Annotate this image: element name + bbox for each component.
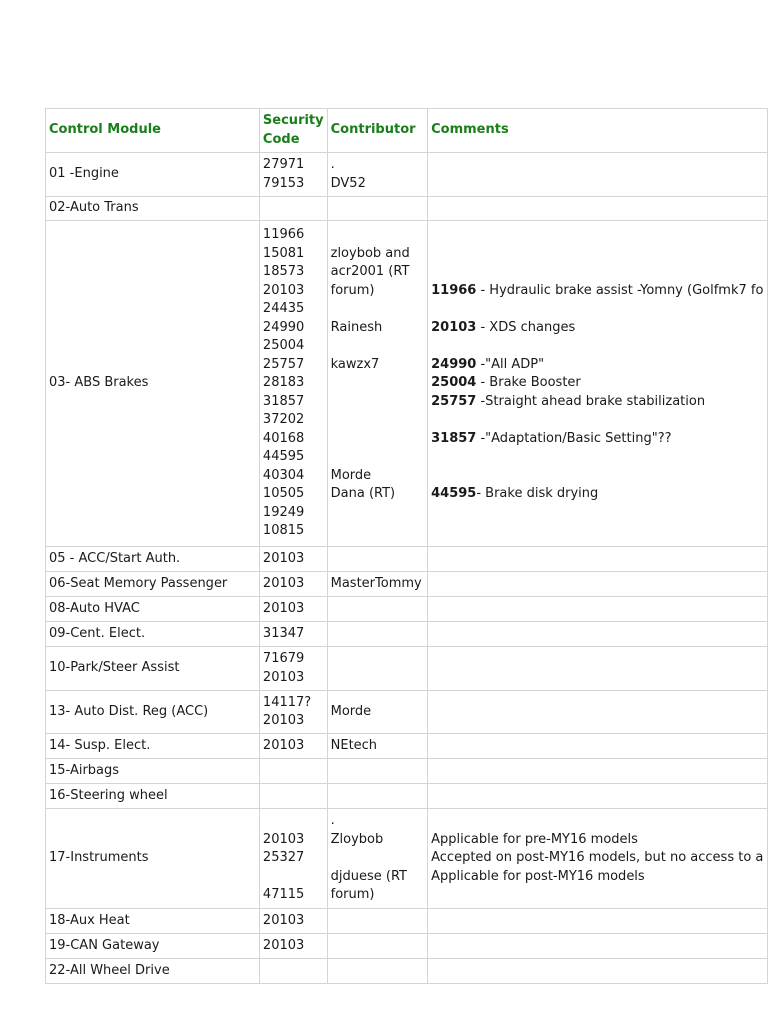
module-cell: 06-Seat Memory Passenger (46, 572, 260, 597)
comment-code: 31857 (431, 430, 477, 446)
contributor-name: Zloybob (330, 831, 384, 847)
security-code: 31857 (262, 393, 305, 409)
comment-line (431, 485, 764, 504)
security-code: 71679 (262, 651, 305, 666)
contributor-name (331, 226, 424, 245)
security-code: 20103 (262, 282, 305, 298)
table-row (46, 597, 768, 622)
contributor-cell (327, 934, 427, 959)
contributor-name: forum) (330, 887, 375, 903)
security-code: 24990 (262, 319, 305, 335)
security-code: 27971 (262, 157, 305, 172)
comment-text: Applicable for post-MY16 models (431, 868, 645, 884)
module-cell: 19-CAN Gateway (46, 934, 260, 959)
contributor-name (331, 374, 424, 393)
security-code-cell (259, 221, 327, 547)
comment-line (431, 263, 764, 282)
comments-cell (428, 153, 768, 197)
module-cell: 22-All Wheel Drive (46, 959, 260, 984)
security-code: 25757 (262, 356, 305, 372)
module-cell: 05 - ACC/Start Auth. (46, 547, 260, 572)
comment-text: -"Adaptation/Basic Setting"?? (476, 430, 672, 446)
security-code: 20103 (262, 831, 305, 847)
comment-line (431, 319, 764, 338)
comments-cell (428, 597, 768, 622)
security-code-cell (259, 784, 327, 809)
comment-line (431, 226, 764, 245)
table-row (46, 759, 768, 784)
contributor-name: DV52 (330, 175, 366, 191)
contributor-name (331, 448, 424, 467)
comment-line (431, 504, 764, 523)
header-security-code (259, 109, 327, 153)
contributor-cell (327, 572, 427, 597)
table-row (46, 153, 768, 197)
contributor-name (331, 504, 424, 523)
table-row (46, 572, 768, 597)
security-code: 20103 (262, 937, 305, 953)
security-code-cell (259, 153, 327, 197)
comment-line (431, 886, 764, 905)
comments-cell (428, 572, 768, 597)
security-code: 10815 (262, 523, 305, 539)
security-code: 20103 (262, 550, 305, 566)
security-code: 20103 (262, 912, 305, 928)
comment-text: Accepted on post-MY16 models, but no access to a (431, 850, 764, 866)
security-code: 18573 (262, 264, 305, 280)
security-code-cell (259, 809, 327, 909)
module-cell: 02-Auto Trans (46, 197, 260, 221)
module-cell: 01 -Engine (46, 153, 260, 197)
security-code-cell (259, 759, 327, 784)
comments-cell (428, 691, 768, 734)
comments-cell (428, 784, 768, 809)
contributor-name: djduese (RT (330, 868, 407, 884)
security-code-cell (259, 934, 327, 959)
header-contributor: Contributor (327, 109, 427, 153)
contributor-cell (327, 597, 427, 622)
module-cell: 15-Airbags (46, 759, 260, 784)
contributor-name (331, 337, 424, 356)
table-row (46, 959, 768, 984)
contributor-name: Morde (330, 467, 372, 483)
security-code: 20103 (262, 669, 305, 685)
comment-line (431, 245, 764, 264)
security-code-cell (259, 572, 327, 597)
security-code: 37202 (262, 412, 305, 428)
security-code-cell (259, 909, 327, 934)
module-cell: 10-Park/Steer Assist (46, 647, 260, 691)
table-row (46, 784, 768, 809)
module-cell: 13- Auto Dist. Reg (ACC) (46, 691, 260, 734)
comment-line (431, 411, 764, 430)
table-row (46, 809, 768, 909)
comment-code: 11966 (431, 282, 477, 298)
table-row (46, 197, 768, 221)
security-code: 31347 (262, 625, 305, 641)
security-code: 44595 (262, 449, 305, 465)
contributor-name: NEtech (330, 737, 378, 753)
contributor-cell (327, 691, 427, 734)
comment-line (431, 812, 764, 831)
comments-cell (428, 647, 768, 691)
security-code-cell (259, 691, 327, 734)
contributor-name (331, 849, 424, 868)
contributor-name: . (330, 157, 335, 172)
comments-cell (428, 734, 768, 759)
contributor-name: kawzx7 (330, 356, 380, 372)
module-cell: 17-Instruments (46, 809, 260, 909)
contributor-cell (327, 759, 427, 784)
table-body (46, 153, 768, 984)
comment-line (431, 374, 764, 393)
contributor-name: Dana (RT) (330, 486, 396, 502)
security-code-cell (259, 647, 327, 691)
security-codes-table (45, 108, 768, 984)
contributor-cell (327, 647, 427, 691)
comments-cell (428, 759, 768, 784)
comment-text: -Straight ahead brake stabilization (476, 393, 706, 409)
comment-code: 20103 (431, 319, 477, 335)
table-row (46, 547, 768, 572)
contributor-name: acr2001 (RT (330, 264, 410, 280)
comment-code: 25757 (431, 393, 477, 409)
comment-text: Applicable for pre-MY16 models (431, 831, 638, 847)
comment-line (431, 300, 764, 319)
contributor-name: MasterTommy (330, 575, 422, 591)
security-code: 40168 (262, 430, 305, 446)
security-code: 20103 (262, 575, 305, 591)
comment-line (431, 430, 764, 449)
security-code: 11966 (262, 227, 305, 243)
module-cell: 16-Steering wheel (46, 784, 260, 809)
comments-cell (428, 622, 768, 647)
comment-line (431, 849, 764, 868)
comment-code: 25004 (431, 375, 477, 391)
comment-line (431, 831, 764, 850)
comment-line (431, 356, 764, 375)
security-code: 40304 (262, 467, 305, 483)
security-code-cell (259, 197, 327, 221)
comments-cell (428, 547, 768, 572)
contributor-cell (327, 959, 427, 984)
comment-line (431, 337, 764, 356)
module-cell: 14- Susp. Elect. (46, 734, 260, 759)
contributor-name (331, 393, 424, 412)
comment-line (431, 522, 764, 541)
security-code: 14117? (262, 694, 312, 710)
security-code: 25004 (262, 338, 305, 354)
contributor-name: Rainesh (330, 319, 383, 335)
table-row (46, 622, 768, 647)
contributor-name: Morde (330, 703, 372, 719)
module-cell: 08-Auto HVAC (46, 597, 260, 622)
comment-text: - Hydraulic brake assist -Yomny (Golfmk7 fo (476, 282, 764, 298)
contributor-name: . (330, 813, 335, 829)
contributor-name: zloybob and (330, 245, 410, 261)
contributor-name: forum) (330, 282, 375, 298)
security-code: 79153 (262, 175, 305, 191)
security-code: 10505 (262, 486, 305, 502)
contributor-cell (327, 221, 427, 547)
security-code-cell (259, 547, 327, 572)
security-code (263, 812, 324, 831)
contributor-cell (327, 734, 427, 759)
security-code: 19249 (262, 504, 305, 520)
comment-code: 44595 (431, 486, 477, 502)
contributor-cell (327, 622, 427, 647)
contributor-name (331, 411, 424, 430)
contributor-cell (327, 909, 427, 934)
comment-text: - Brake disk drying (476, 486, 599, 502)
security-code-cell (259, 597, 327, 622)
security-code: 20103 (262, 737, 305, 753)
comment-line (431, 282, 764, 301)
security-code: 25327 (262, 850, 305, 866)
security-code: 20103 (262, 713, 305, 728)
contributor-cell (327, 784, 427, 809)
contributor-name (331, 522, 424, 541)
header-security-code-line-2: Code (262, 131, 300, 147)
security-code-cell (259, 959, 327, 984)
header-row (46, 109, 768, 153)
contributor-cell (327, 809, 427, 909)
table-row (46, 734, 768, 759)
header-comments: Comments (428, 109, 768, 153)
header-security-code-line-1: Security (262, 113, 324, 128)
comments-cell (428, 959, 768, 984)
comments-cell (428, 197, 768, 221)
contributor-cell (327, 197, 427, 221)
table-row (46, 221, 768, 547)
comment-line (431, 467, 764, 486)
comments-cell (428, 934, 768, 959)
security-code (263, 868, 324, 887)
security-code: 28183 (262, 375, 305, 391)
module-cell: 03- ABS Brakes (46, 221, 260, 547)
contributor-cell (327, 547, 427, 572)
security-code: 20103 (262, 600, 305, 616)
comment-line (431, 448, 764, 467)
contributor-name (331, 430, 424, 449)
security-code-cell (259, 734, 327, 759)
security-code: 24435 (262, 301, 305, 317)
header-control-module: Control Module (46, 109, 260, 153)
table-row (46, 691, 768, 734)
security-code-cell (259, 622, 327, 647)
comment-text: -"All ADP" (476, 356, 545, 372)
comment-code: 24990 (431, 356, 477, 372)
table-row (46, 934, 768, 959)
contributor-name (331, 300, 424, 319)
contributor-cell (327, 153, 427, 197)
comments-cell (428, 221, 768, 547)
security-code: 47115 (262, 887, 305, 903)
module-cell: 18-Aux Heat (46, 909, 260, 934)
comment-text: - Brake Booster (476, 375, 581, 391)
module-cell: 09-Cent. Elect. (46, 622, 260, 647)
table-row (46, 909, 768, 934)
comments-cell (428, 909, 768, 934)
comment-line (431, 868, 764, 887)
comments-cell (428, 809, 768, 909)
comment-text: - XDS changes (476, 319, 576, 335)
security-code: 15081 (262, 245, 305, 261)
comment-line (431, 393, 764, 412)
table-row (46, 647, 768, 691)
